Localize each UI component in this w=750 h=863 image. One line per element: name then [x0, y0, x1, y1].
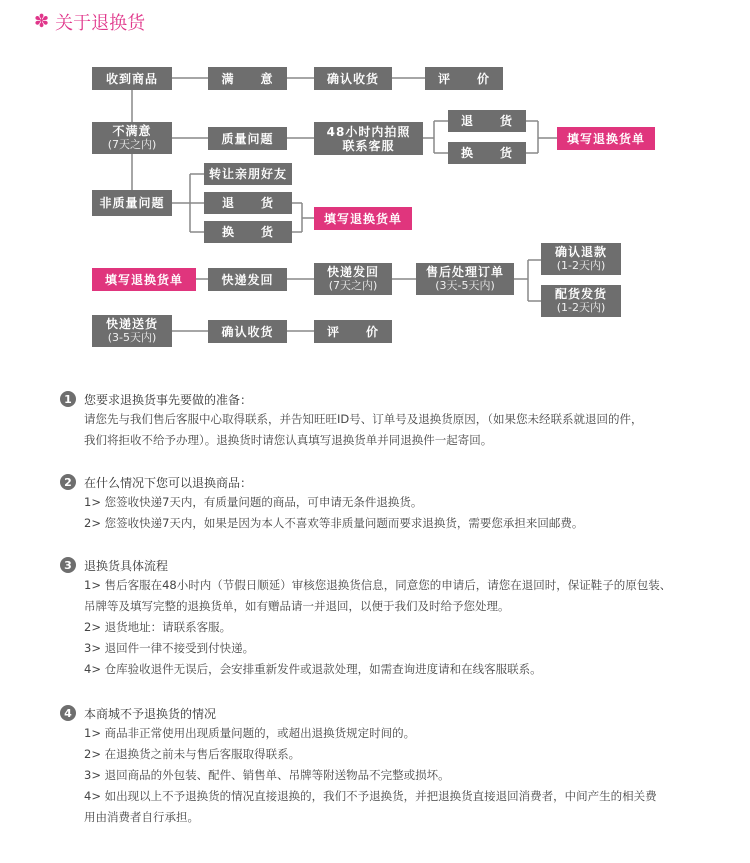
flow-box-return-1: 退 货 — [448, 110, 526, 132]
flow-box-sub: (1-2天内) — [556, 259, 606, 272]
section-heading — [60, 555, 730, 575]
info-section-2 — [60, 472, 730, 534]
flow-box-review: 评 价 — [425, 67, 503, 90]
flow-box-received: 收到商品 — [92, 67, 172, 90]
section-heading — [60, 472, 730, 492]
section-line: 1> 商品非正常使用出现质量问题的，或超出退换货规定时间的。 — [84, 726, 416, 740]
flow-box-fill-form-3: 填写退换货单 — [92, 268, 196, 291]
number-badge: 3 — [60, 557, 76, 573]
flowchart-connectors — [0, 0, 750, 360]
flow-box-photo-contact: 48小时内拍照 联系客服 — [314, 122, 423, 155]
section-line: 4> 如出现以上不予退换货的情况直接退换的，我们不予退换货，并把退换货直接退回消费者，中间产生的相关费 — [84, 789, 657, 803]
flow-box-satisfied: 满 意 — [208, 67, 287, 90]
flow-box-express-return — [314, 263, 392, 295]
info-section-1 — [60, 389, 730, 451]
flow-box-sub: (3-5天内) — [107, 331, 157, 344]
flow-box-transfer: 转让亲朋好友 — [204, 163, 292, 185]
flow-box-confirm-receipt: 确认收货 — [314, 67, 392, 90]
flow-box-fill-form-1: 填写退换货单 — [557, 127, 655, 150]
flow-box-quality-issue: 质量问题 — [208, 127, 287, 150]
flow-box-label: 不满意 — [112, 124, 152, 138]
section-heading — [60, 703, 730, 723]
info-section-4 — [60, 703, 730, 828]
section-line: 3> 退回商品的外包装、配件、销售单、吊牌等附送物品不完整或损坏。 — [84, 768, 450, 782]
section-line: 1> 您签收快递7天内，有质量问题的商品，可申请无条件退换货。 — [84, 495, 423, 509]
flow-box-express-send: 快递发回 — [208, 268, 287, 291]
flow-box-sub: (3天-5天内) — [435, 279, 495, 292]
flow-box-sub: (7天之内) — [107, 138, 157, 151]
section-title: 本商城不予退换货的情况 — [84, 706, 217, 721]
flow-box-label: 快递发回 — [326, 265, 379, 279]
flow-box-confirm-refund — [541, 243, 621, 275]
section-title: 您要求退换货事先要做的准备： — [84, 392, 253, 407]
section-heading — [60, 389, 730, 409]
flow-box-label: 配货发货 — [554, 287, 607, 301]
section-line: 3> 退回件一律不接受到付快递。 — [84, 641, 255, 655]
number-badge: 4 — [60, 705, 76, 721]
section-line: 我们将拒收不给予办理）。退换货时请您认真填写退换货单并同退换件一起寄回。 — [84, 433, 493, 447]
section-line: 2> 您签收快递7天内，如果是因为本人不喜欢等非质量问题而要求退换货，需要您承担来回邮费。 — [84, 516, 584, 530]
flow-box-fill-form-2: 填写退换货单 — [314, 207, 412, 230]
section-line: 用由消费者自行承担。 — [84, 810, 199, 824]
flow-box-non-quality: 非质量问题 — [92, 190, 172, 216]
section-title: 退换货具体流程 — [84, 558, 169, 573]
flow-box-label: 确认退款 — [554, 245, 607, 259]
flow-box-unsatisfied — [92, 122, 172, 154]
flow-box-exchange-1: 换 货 — [448, 142, 526, 164]
number-badge: 1 — [60, 391, 76, 407]
section-line: 请您先与我们售后客服中心取得联系，并告知旺旺ID号、订单号及退换货原因，（如果您未经联系就退回的件， — [84, 412, 643, 426]
number-badge: 2 — [60, 474, 76, 490]
section-line: 2> 在退换货之前未与售后客服取得联系。 — [84, 747, 301, 761]
flower-icon: ✽ — [34, 11, 50, 32]
section-line: 4> 仓库验收退件无误后，会安排重新发件或退款处理，如需查询进度请和在线客服联系。 — [84, 662, 542, 676]
flow-box-sub: (1-2天内) — [556, 301, 606, 314]
info-section-3 — [60, 555, 730, 680]
section-line: 2> 退货地址：请联系客服。 — [84, 620, 232, 634]
flow-box-confirm-receipt-2: 确认收货 — [208, 320, 287, 343]
flow-box-express-deliver — [92, 315, 172, 347]
flow-box-aftersale — [416, 263, 514, 295]
section-title: 在什么情况下您可以退换商品： — [84, 475, 253, 490]
flow-box-review-2: 评 价 — [314, 320, 392, 343]
flow-box-return-2: 退 货 — [204, 192, 292, 214]
flow-box-deliver — [541, 285, 621, 317]
flow-box-label: 快递送货 — [105, 317, 158, 331]
section-line: 吊牌等及填写完整的退换货单，如有赠品请一并退回，以便于我们及时给予您处理。 — [84, 599, 510, 613]
flow-box-label: 售后处理订单 — [425, 265, 504, 279]
page-title: 关于退换货 — [55, 13, 146, 34]
flow-box-sub: (7天之内) — [328, 279, 378, 292]
section-line: 1> 售后客服在48小时内（节假日顺延）审核您退换货信息，同意您的申请后，请您在退回时，保证鞋子的原包装、 — [84, 578, 672, 592]
flow-box-exchange-2: 换 货 — [204, 221, 292, 243]
